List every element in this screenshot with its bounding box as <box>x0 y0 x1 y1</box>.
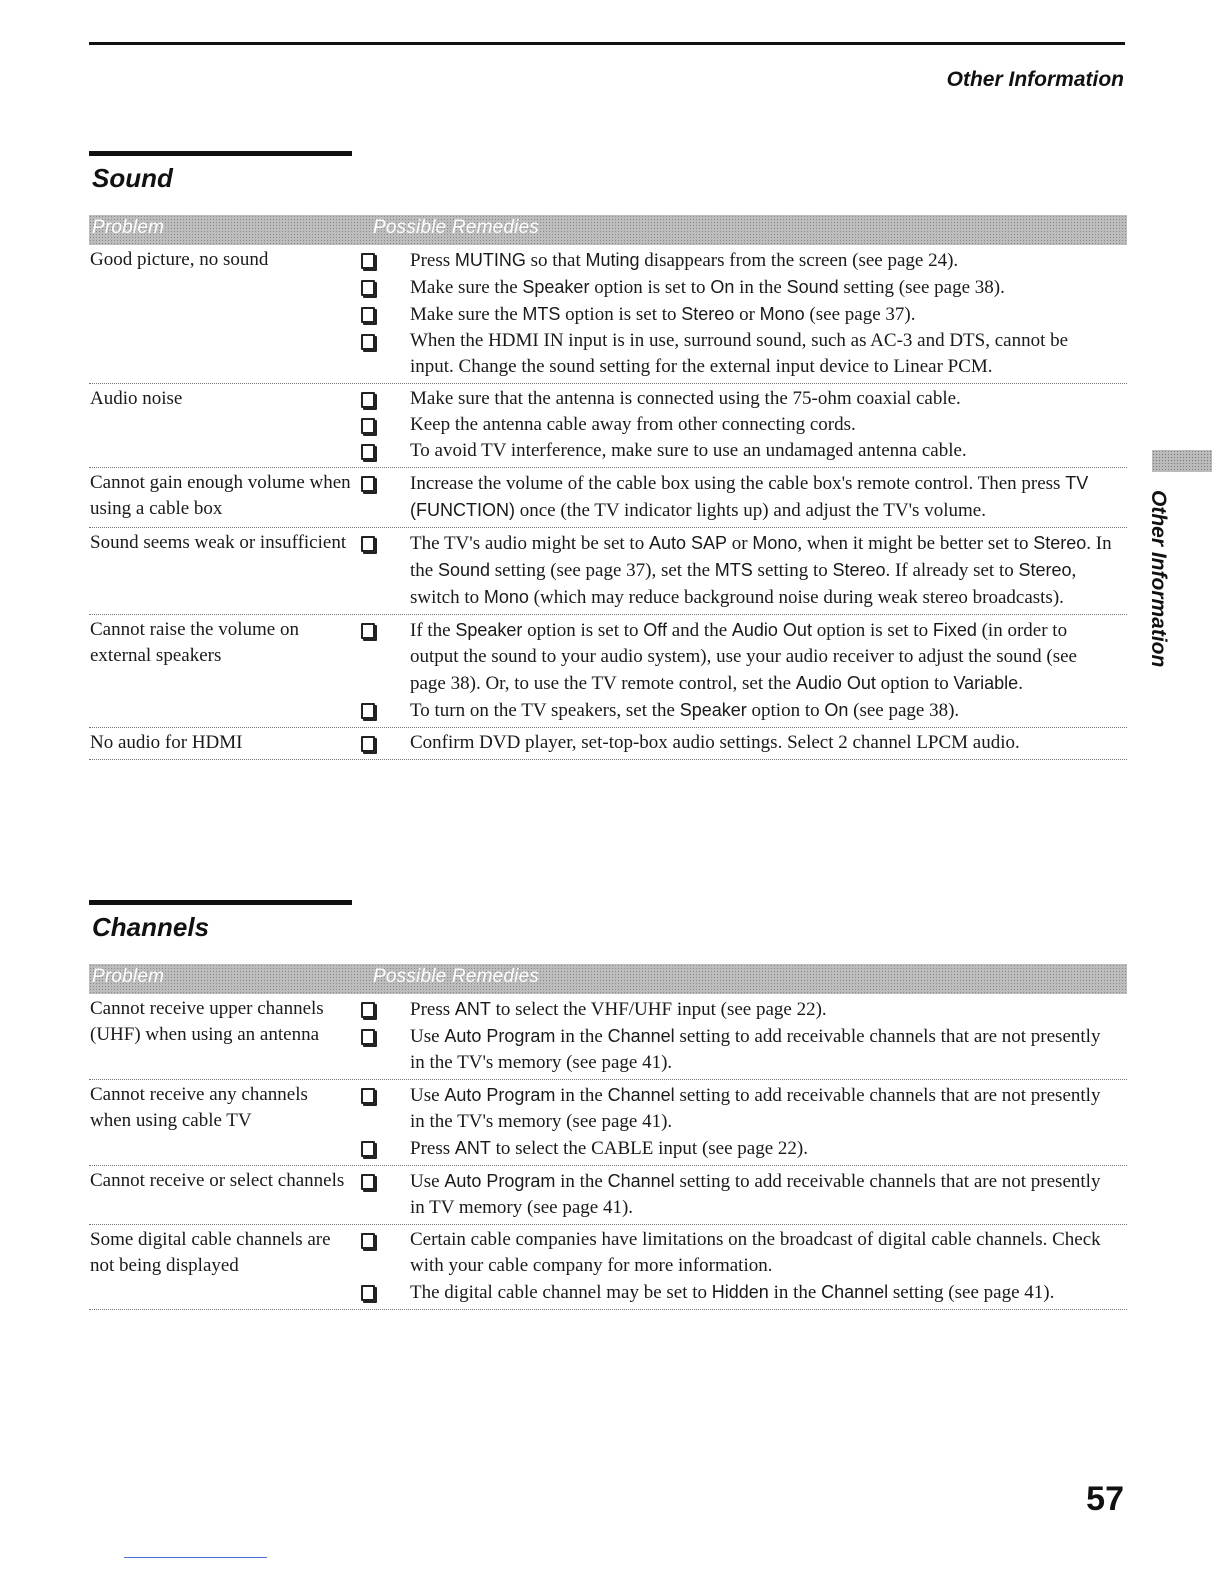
table-row <box>89 994 1127 1080</box>
footer-line <box>124 1557 267 1558</box>
remedy-item <box>352 386 1127 412</box>
checkbox-bullet-icon <box>352 470 410 524</box>
remedy-text <box>410 412 1127 438</box>
remedy-item <box>352 996 1127 1023</box>
remedy-item <box>352 1082 1127 1135</box>
setting-keyword: Channel <box>821 1282 889 1302</box>
checkbox-bullet-icon <box>352 247 410 274</box>
remedies-cell <box>352 617 1127 724</box>
checkbox-bullet-icon <box>352 386 410 412</box>
setting-keyword: Stereo <box>1018 560 1072 580</box>
side-thumb-tab <box>1152 450 1212 472</box>
checkbox-bullet-icon <box>352 530 410 611</box>
checkbox-bullet-icon <box>352 438 410 464</box>
remedy-item <box>352 1279 1127 1306</box>
setting-keyword: Muting <box>585 250 640 270</box>
side-tab-text: Other Information <box>1147 490 1170 668</box>
remedy-text-run: and the <box>666 620 732 641</box>
checkbox-bullet-icon <box>352 617 410 697</box>
setting-keyword: Auto Program <box>444 1026 556 1046</box>
remedy-text <box>410 617 1127 697</box>
table-header <box>89 215 1127 245</box>
remedy-text <box>410 274 1127 301</box>
remedy-text <box>410 1023 1127 1076</box>
remedy-text-run: Press <box>410 1138 455 1159</box>
setting-keyword: Off <box>643 620 667 640</box>
setting-keyword: Auto Program <box>444 1085 556 1105</box>
section-title: Sound <box>92 163 173 193</box>
header-problem: Problem <box>92 966 165 987</box>
problem-cell: Cannot receive upper channels (UHF) when using an antenna <box>90 998 324 1045</box>
remedy-text-run: in the <box>734 277 787 298</box>
remedy-text-run: in the <box>768 1282 822 1303</box>
setting-keyword: MUTING <box>454 250 526 270</box>
checkbox-bullet-icon <box>352 1227 410 1279</box>
remedy-text-run: disappears from the screen (see page 24). <box>639 250 959 271</box>
page-number: 57 <box>1086 1480 1124 1518</box>
table-row <box>89 468 1127 528</box>
remedy-text-run: The digital cable channel may be set to <box>410 1282 712 1303</box>
setting-keyword: Auto SAP <box>648 533 728 553</box>
setting-keyword: Stereo <box>681 304 735 324</box>
remedy-text-run: (in order to output the sound to your audio system), use your audio receiver to adjust the sound (see page 38). Or, to use the TV remote control, set the <box>410 620 1077 694</box>
problem-cell: Audio noise <box>90 388 183 409</box>
problem-cell: Cannot receive or select channels <box>90 1170 345 1191</box>
checkbox-bullet-icon <box>352 1135 410 1162</box>
remedies-cell <box>352 1168 1127 1221</box>
remedy-text-run: When the HDMI IN input is in use, surround sound, such as AC-3 and DTS, cannot be input. Change the sound setting for the external input device to Linear PCM. <box>410 330 1069 377</box>
remedy-text-run: option is set to <box>811 620 933 641</box>
remedy-text <box>410 697 1127 724</box>
problem-cell: Sound seems weak or insufficient <box>90 532 347 553</box>
remedy-text-run: (see page 38). <box>848 700 960 721</box>
remedies-cell <box>352 730 1127 756</box>
remedy-text-run: Increase the volume of the cable box using the cable box's remote control. Then press <box>410 473 1066 494</box>
remedy-text-run: setting (see page 37), set the <box>490 560 715 581</box>
checkbox-bullet-icon <box>352 996 410 1023</box>
remedy-text-run: To turn on the TV speakers, set the <box>410 700 680 721</box>
checkbox-bullet-icon <box>352 274 410 301</box>
section-title: Channels <box>92 912 210 942</box>
side-tab-label <box>1140 490 1176 690</box>
table-row <box>89 528 1127 615</box>
problem-cell: Cannot receive any channels when using cable TV <box>90 1084 308 1131</box>
remedy-item <box>352 530 1127 611</box>
remedies-cell <box>352 1227 1127 1306</box>
remedy-text <box>410 438 1127 464</box>
remedy-item <box>352 274 1127 301</box>
remedy-text-run: To avoid TV interference, make sure to use an undamaged antenna cable. <box>410 440 967 461</box>
header-remedies: Possible Remedies <box>373 217 540 238</box>
table-header <box>89 964 1127 994</box>
remedy-item <box>352 1168 1127 1221</box>
remedy-text-run: setting to <box>752 560 833 581</box>
remedies-cell <box>352 996 1127 1076</box>
setting-keyword: Variable <box>953 673 1019 693</box>
remedy-text-run: option is set to <box>522 620 644 641</box>
remedy-text-run: or <box>734 304 760 325</box>
checkbox-bullet-icon <box>352 1023 410 1076</box>
setting-keyword: Sound <box>786 277 839 297</box>
setting-keyword: Mono <box>752 533 798 553</box>
table-body <box>89 245 1127 760</box>
section-rule <box>89 151 352 156</box>
remedy-text-run: Make sure the <box>410 277 523 298</box>
remedy-text <box>410 1168 1127 1221</box>
setting-keyword: On <box>824 700 849 720</box>
remedy-text-run: in the <box>555 1171 608 1192</box>
remedy-text <box>410 301 1127 328</box>
remedy-text-run: option to <box>875 673 954 694</box>
remedy-text <box>410 1227 1127 1279</box>
remedy-text <box>410 1135 1127 1162</box>
remedy-text <box>410 1082 1127 1135</box>
remedy-text-run: . In the <box>410 533 1112 581</box>
problem-cell: Cannot gain enough volume when using a cable box <box>90 472 351 519</box>
setting-keyword: Speaker <box>522 277 590 297</box>
remedies-cell <box>352 1082 1127 1162</box>
remedy-text-run: Use <box>410 1171 445 1192</box>
problem-cell: Some digital cable channels are not being displayed <box>90 1229 331 1276</box>
remedy-text-run: Use <box>410 1026 445 1047</box>
remedy-text-run: Certain cable companies have limitations on the broadcast of digital cable channels. Check with your cable company for more information. <box>410 1229 1101 1276</box>
setting-keyword: Stereo <box>832 560 886 580</box>
remedy-text <box>410 247 1127 274</box>
remedy-item <box>352 1135 1127 1162</box>
remedy-text-run: in the <box>555 1085 608 1106</box>
remedy-text-run: Make sure that the antenna is connected using the 75-ohm coaxial cable. <box>410 388 961 409</box>
remedy-text <box>410 996 1127 1023</box>
setting-keyword: TV (FUNCTION) <box>410 473 1089 520</box>
remedy-text-run: option is set to <box>589 277 711 298</box>
remedy-text-run: Press <box>410 999 455 1020</box>
setting-keyword: Auto Program <box>444 1171 556 1191</box>
remedy-item <box>352 1227 1127 1279</box>
setting-keyword: Stereo <box>1033 533 1087 553</box>
remedy-text-run: to select the VHF/UHF input (see page 22). <box>490 999 827 1020</box>
checkbox-bullet-icon <box>352 328 410 380</box>
table-row <box>89 1080 1127 1166</box>
table-row <box>89 1225 1127 1310</box>
setting-keyword: Channel <box>607 1026 675 1046</box>
remedy-item <box>352 730 1127 756</box>
checkbox-bullet-icon <box>352 1082 410 1135</box>
remedy-text-run: setting (see page 38). <box>838 277 1005 298</box>
remedy-text-run: setting to add receivable channels that are not presently in the TV's memory (see page 41). <box>410 1085 1101 1132</box>
remedy-item <box>352 470 1127 524</box>
remedy-text-run: (which may reduce background noise during weak stereo broadcasts). <box>528 587 1064 608</box>
remedies-cell <box>352 530 1127 611</box>
remedy-text-run: in the <box>555 1026 608 1047</box>
remedy-text <box>410 530 1127 611</box>
top-rule <box>89 42 1125 45</box>
checkbox-bullet-icon <box>352 1168 410 1221</box>
remedy-text-run: If the <box>410 620 456 641</box>
remedy-text <box>410 470 1127 524</box>
remedy-item <box>352 617 1127 697</box>
running-header: Other Information <box>946 68 1124 91</box>
setting-keyword: MTS <box>522 304 561 324</box>
table-body <box>89 994 1127 1310</box>
section-sound <box>89 151 1127 753</box>
remedy-item <box>352 412 1127 438</box>
setting-keyword: Fixed <box>932 620 977 640</box>
remedy-text-run: The TV's audio might be set to <box>410 533 649 554</box>
remedy-text-run: so that <box>525 250 586 271</box>
remedy-text-run: Make sure the <box>410 304 523 325</box>
setting-keyword: ANT <box>454 1138 491 1158</box>
troubleshooting-table <box>89 964 1127 1310</box>
problem-cell: Good picture, no sound <box>90 249 269 270</box>
checkbox-bullet-icon <box>352 730 410 756</box>
remedy-item <box>352 301 1127 328</box>
setting-keyword: MTS <box>714 560 753 580</box>
remedy-item <box>352 247 1127 274</box>
remedy-item <box>352 1023 1127 1076</box>
remedies-cell <box>352 386 1127 464</box>
table-row <box>89 245 1127 384</box>
setting-keyword: Channel <box>607 1171 675 1191</box>
remedy-text-run: Use <box>410 1085 445 1106</box>
remedy-text-run: to select the CABLE input (see page 22). <box>490 1138 808 1159</box>
setting-keyword: On <box>710 277 735 297</box>
remedy-text <box>410 1279 1127 1306</box>
checkbox-bullet-icon <box>352 697 410 724</box>
remedy-text-run: , switch to <box>410 560 1077 608</box>
remedies-cell <box>352 470 1127 524</box>
problem-cell: Cannot raise the volume on external speakers <box>90 619 299 666</box>
setting-keyword: Audio Out <box>731 620 812 640</box>
problem-cell: No audio for HDMI <box>90 732 243 753</box>
remedies-cell <box>352 247 1127 380</box>
setting-keyword: Channel <box>607 1085 675 1105</box>
remedy-text-run: . <box>1018 673 1023 694</box>
remedy-text-run: once (the TV indicator lights up) and adjust the TV's volume. <box>514 500 986 521</box>
remedy-text-run: Keep the antenna cable away from other connecting cords. <box>410 414 856 435</box>
remedy-text-run: Confirm DVD player, set-top-box audio settings. Select 2 channel LPCM audio. <box>410 732 1020 753</box>
remedy-text-run: setting (see page 41). <box>888 1282 1055 1303</box>
checkbox-bullet-icon <box>352 1279 410 1306</box>
table-row <box>89 728 1127 760</box>
table-row <box>89 1166 1127 1225</box>
remedy-text-run: . If already set to <box>885 560 1019 581</box>
remedy-text-run: option is set to <box>560 304 682 325</box>
table-row <box>89 384 1127 468</box>
remedy-text-run: setting to add receivable channels that are not presently in TV memory (see page 41). <box>410 1171 1101 1218</box>
remedy-text-run: , when it might be better set to <box>797 533 1034 554</box>
setting-keyword: Sound <box>437 560 491 580</box>
checkbox-bullet-icon <box>352 412 410 438</box>
header-problem: Problem <box>92 217 165 238</box>
remedy-text <box>410 328 1127 380</box>
setting-keyword: Mono <box>759 304 805 324</box>
header-remedies: Possible Remedies <box>373 966 540 987</box>
section-channels <box>89 900 1127 1303</box>
setting-keyword: Speaker <box>679 700 747 720</box>
remedy-text-run: setting to add receivable channels that are not presently in the TV's memory (see page 41). <box>410 1026 1101 1073</box>
setting-keyword: Hidden <box>711 1282 769 1302</box>
remedy-text-run: option to <box>746 700 825 721</box>
remedy-text <box>410 730 1127 756</box>
remedy-item <box>352 438 1127 464</box>
setting-keyword: Mono <box>483 587 529 607</box>
remedy-text-run: (see page 37). <box>804 304 916 325</box>
setting-keyword: ANT <box>454 999 491 1019</box>
setting-keyword: Audio Out <box>795 673 876 693</box>
section-rule <box>89 900 352 905</box>
remedy-text-run: or <box>727 533 753 554</box>
checkbox-bullet-icon <box>352 301 410 328</box>
remedy-item <box>352 328 1127 380</box>
setting-keyword: Speaker <box>455 620 523 640</box>
table-row <box>89 615 1127 728</box>
remedy-item <box>352 697 1127 724</box>
troubleshooting-table <box>89 215 1127 760</box>
remedy-text-run: Press <box>410 250 455 271</box>
remedy-text <box>410 386 1127 412</box>
